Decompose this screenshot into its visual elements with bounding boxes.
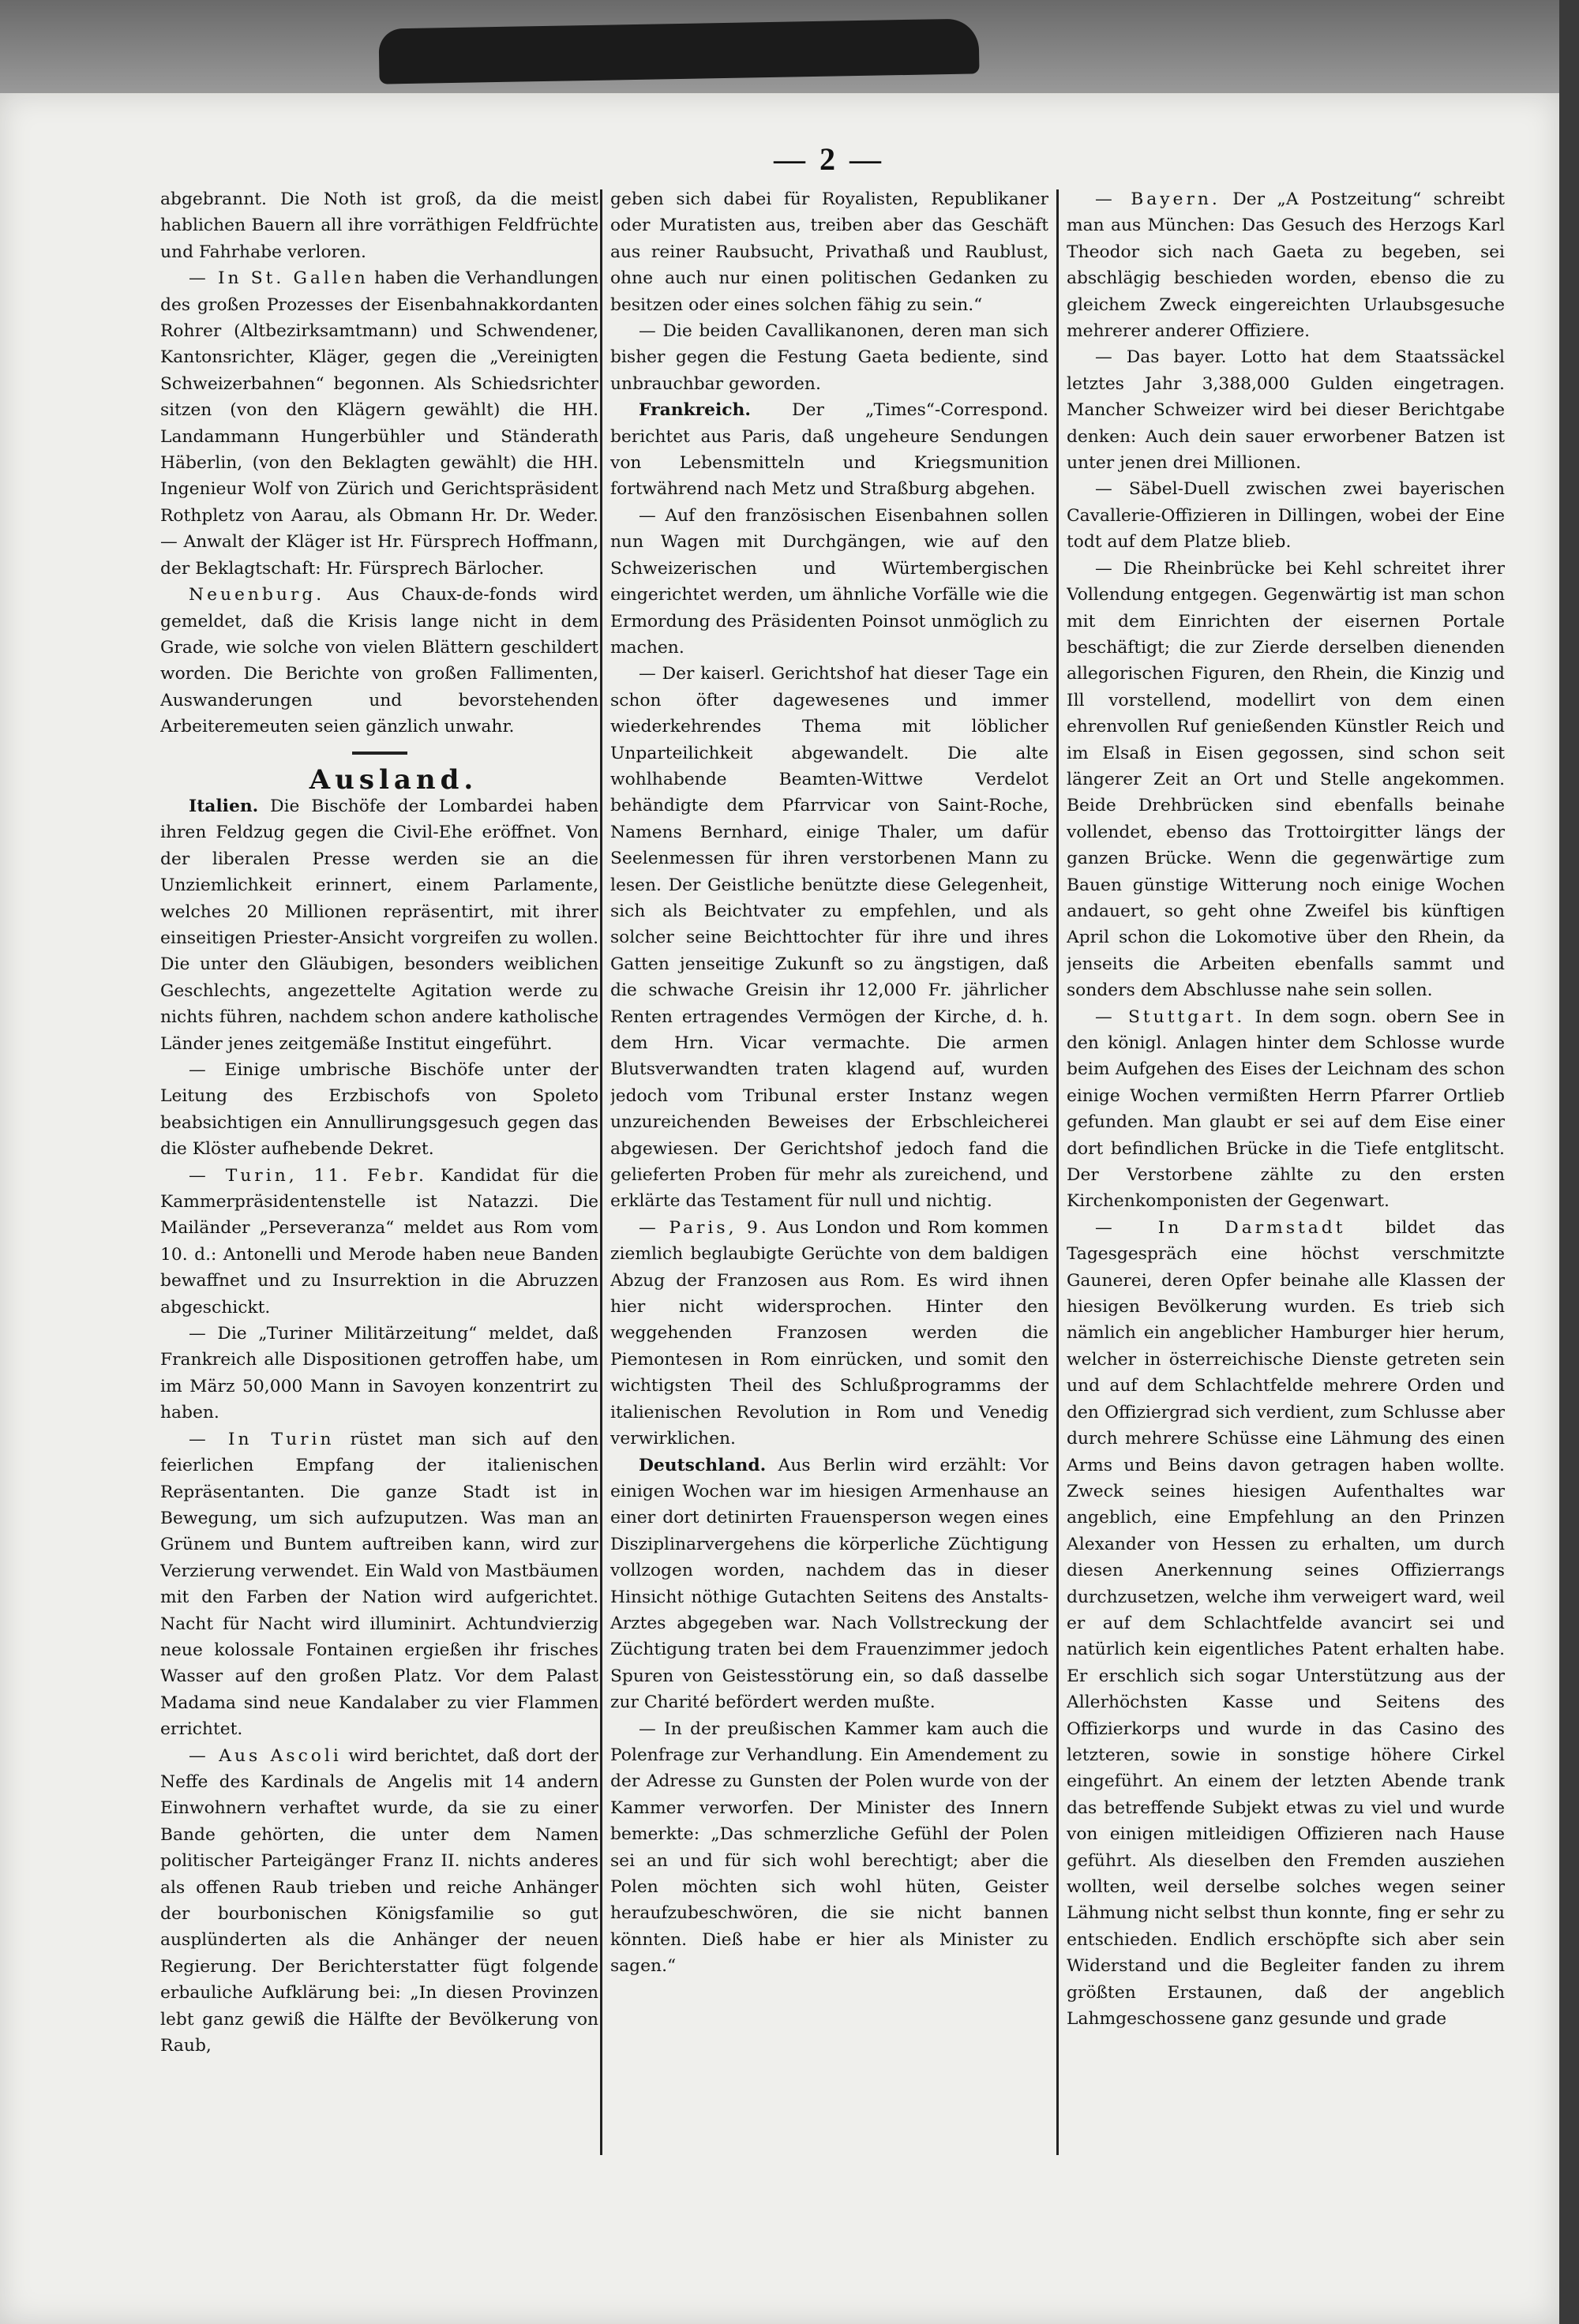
lead-text: Italien. xyxy=(189,796,259,816)
paragraph-text: Der „A Postzeitung“ schreibt man aus München: Das Gesuch des Herzogs Karl Theodor sich nach Gaeta zu begeben, sei abschlägig beschieden worden, ebenso die zu gleichem Zweck eingereichten Urlaubsgesuche mehrerer anderer Offiziere. xyxy=(1067,189,1505,342)
article-paragraph: — Säbel-Duell zwischen zwei bayerischen Cavallerie-Offizieren in Dillingen, wobei der Eine todt auf dem Platze blieb. xyxy=(1067,479,1505,553)
column-1 xyxy=(160,186,598,2262)
article-paragraph xyxy=(160,1163,598,1321)
article-paragraph: — Die „Turiner Militärzeitung“ meldet, daß Frankreich alle Dispositionen getroffen habe, um im März 50,000 Mann in Savoyen konzentrirt zu haben. xyxy=(160,1324,598,1423)
paragraph-text: Der „Times“-Correspond. berichtet aus Paris, daß ungeheure Sendungen von Lebensmitteln und Kriegsmunition fortwährend nach Metz und Straßburg abgehen. xyxy=(610,400,1048,500)
paragraph-text: haben die Verhandlungen des großen Prozesses der Eisenbahnakkordanten Rohrer (Altbezirksamtmann) und Schwendener, Kantonsrichter, Kläger, gegen die „Vereinigten Schweizerbahnen“ begonnen. Als Schiedsrichter sitzen (von den Klägern gewählt) die HH. Landammann Hungerbühler und Ständerath Häberlin, (von den Beklagten gewählt) die HH. Ingenieur Wolf von Zürich und Gerichtspräsident Rothpletz von Aarau, als Obmann Hr. Dr. Weder. — Anwalt der Kläger ist Hr. Fürsprech Hoffmann, der Beklagtschaft: Hr. Fürsprech Bärlocher. xyxy=(160,268,598,579)
article-paragraph xyxy=(610,1215,1048,1452)
lead-text: Deutschland. xyxy=(639,1455,767,1475)
scan-right-edge xyxy=(1559,0,1579,2324)
paragraph-text: Die Bischöfe der Lombardei haben ihren Feldzug gegen die Civil-Ehe eröffnet. Von der liberalen Presse werden sie an die Unziemlichkeit erinnert, einem Parlamente, welches 20 Millionen repräsentirt, mit ihrer einseitigen Priester-Ansicht vorgreifen zu wollen. Die unter den Gläubigen, besonders weiblichen Geschlechts, angezettelte Agitation werde zu nichts führen, nachdem schon andere katholische Länder jenes zeitgemäße Institut eingeführt. xyxy=(160,796,598,1054)
article-paragraph xyxy=(610,397,1048,503)
lead-text: — Aus Ascoli xyxy=(189,1745,342,1766)
column-rule-1 xyxy=(600,189,602,2155)
article-paragraph: — Das bayer. Lotto hat dem Staatssäckel letztes Jahr 3,388,000 Gulden eingetragen. Mancher Schweizer wird bei dieser Berichtgabe denken: Auch dein sauer erworbener Batzen ist unter jenen drei Millionen. xyxy=(1067,347,1505,474)
article-paragraph: — In der preußischen Kammer kam auch die Polenfrage zur Verhandlung. Ein Amendement zu der Adresse zu Gunsten der Polen wurde von der Kammer verworfen. Der Minister des Innern bemerkte: „Das schmerzliche Gefühl der Polen sei an und für sich wohl berechtigt; aber die Polen möchten sich wohl hüten, Geister heraufzubeschwören, die sie nicht bannen könnten. Dieß habe er hier als Minister zu sagen.“ xyxy=(610,1719,1048,1977)
lead-text: — In Turin xyxy=(189,1429,335,1449)
paragraph-text: In dem sogn. obern See in den königl. Anlagen hinter dem Schlosse wurde beim Aufgehen des Eises der Leichnam des schon einige Wochen vermißten Herrn Pfarrer Ortlieb gefunden. Man glaubt er sei auf dem Eise einer dort befindlichen Brücke in die Tiefe entglitscht. Der Verstorbene zählte zu den ersten Kirchenkomponisten der Gegenwart. xyxy=(1067,1006,1505,1212)
article-paragraph xyxy=(160,1743,598,2060)
lead-text: — In St. Gallen xyxy=(189,268,369,289)
article-paragraph xyxy=(160,582,598,740)
article-paragraph xyxy=(1067,1004,1505,1215)
article-paragraph: abgebrannt. Die Noth ist groß, da die meist hablichen Bauern all ihre vorräthigen Feldfrüchte und Fahrhabe verloren. xyxy=(160,189,598,262)
paragraph-text: Kandidat für die Kammerpräsidentenstelle ist Natazzi. Die Mailänder „Perseveranza“ meldet aus Rom vom 10. d.: Antonelli und Merode haben neue Banden bewaffnet und zu Insurrektion in die Abruzzen abgeschickt. xyxy=(160,1165,598,1318)
article-paragraph: geben sich dabei für Royalisten, Republikaner oder Muratisten aus, treiben aber das Geschäft aus reiner Raubsucht, Privathaß und Raublust, ohne auch nur einen politischen Gedanken zu besitzen oder eines solchen fähig zu sein.“ xyxy=(610,189,1048,315)
column-2 xyxy=(610,186,1048,2262)
lead-text: — Stuttgart. xyxy=(1095,1006,1246,1027)
article-paragraph: — Der kaiserl. Gerichtshof hat dieser Tage ein schon öfter dagewesenes und immer wiederkehrendes Thema mit löblicher Unparteilichkeit abgewandelt. Die alte wohlhabende Beamten-Wittwe Verdelot behändigte dem Pfarrvicar von Saint-Roche, Namens Bernhard, einige Thaler, um dafür Seelenmessen für ihren verstorbenen Mann zu lesen. Der Geistliche benützte diese Gelegenheit, sich als Beichtvater zu empfehlen, und als solcher seine Beichttochter für ihre und ihres Gatten jenseitige Zukunft so zu ängstigen, daß die schwache Greisin ihr 12,000 Fr. jährlicher Renten ertragendes Vermögen der Kirche, d. h. dem Hrn. Vicar vermachte. Die armen Blutsverwandten traten klagend auf, wurden jedoch vom Tribunal erster Instanz wegen unzureichenden Beweises der Erbschleicherei abgewiesen. Der Gerichtshof jedoch fand die gelieferten Proben für mehr als zureichend, und erklärte das Testament für null und nichtig. xyxy=(610,664,1048,1212)
column-3 xyxy=(1067,186,1505,2262)
article-paragraph xyxy=(160,1426,598,1743)
article-paragraph xyxy=(1067,1215,1505,2033)
paragraph-text: Aus London und Rom kommen ziemlich beglaubigte Gerüchte von dem baldigen Abzug der Franzosen aus Rom. Es wird ihnen hier nicht widersprochen. Hinter den weggehenden Franzosen werden die Piemontesen in Rom einrücken, und somit den wichtigsten Theil des Schlußprogramms der italienischen Revolution in Rom und Venedig verwirklichen. xyxy=(610,1217,1048,1449)
article-paragraph xyxy=(160,265,598,582)
page-number: — 2 — xyxy=(774,141,884,177)
paragraph-text: Aus Berlin wird erzählt: Vor einigen Wochen war im hiesigen Armenhause an einer dort detinirten Frauensperson wegen eines Disziplinarvergehens die körperliche Züchtigung vollzogen worden, nachdem das in dieser Hinsicht nöthige Gutachten Seitens des Anstalts-Arztes abgegeben war. Nach Vollstreckung der Züchtigung traten bei dem Frauenzimmer jedoch Spuren von Geistesstörung ein, so daß dasselbe zur Charité befördert werden mußte. xyxy=(610,1455,1048,1713)
article-paragraph: — Die Rheinbrücke bei Kehl schreitet ihrer Vollendung entgegen. Gegenwärtig ist man schon mit dem Einrichten der eisernen Portale beschäftigt; die zur Zierde derselben dienenden allegorischen Figuren, den Rhein, die Kinzig und Ill vorstellend, modellirt von dem einen ehrenvollen Ruf genießenden Künstler Reich und im Elsaß in Eisen gegossen, sind schon seit längerer Zeit an Ort und Stelle angekommen. Beide Drehbrücken sind ebenfalls beinahe vollendet, ebenso das Trottoirgitter längs der ganzen Brücke. Wenn die gegenwärtige zum Bauen günstige Witterung noch einige Wochen andauert, so geht ohne Zweifel bis künftigen April schon die Lokomotive über den Rhein, da jenseits die Arbeiten ebenfalls sammt und sonders dem Abschlusse nahe sein sollen. xyxy=(1067,558,1505,1001)
lead-text: — In Darmstadt xyxy=(1095,1217,1346,1238)
lead-text: — Paris, 9. xyxy=(639,1217,770,1238)
article-paragraph: — Auf den französischen Eisenbahnen sollen nun Wagen mit Durchgängen, wie auf den Schweizerischen und Würtembergischen eingerichtet werden, um ähnliche Vorfälle wie die Ermordung des Präsidenten Poinsot unmöglich zu machen. xyxy=(610,505,1048,658)
paragraph-text: Aus Chaux-de-fonds wird gemeldet, daß die Krisis lange nicht in dem Grade, wie solche von vielen Blättern geschildert worden. Die Berichte von großen Fallimenten, Auswanderungen und bevorstehenden Arbeiteremeuten seien gänzlich unwahr. xyxy=(160,585,598,737)
column-rule-2 xyxy=(1056,189,1059,2155)
lead-text: — Bayern. xyxy=(1095,189,1221,209)
section-separator xyxy=(352,752,407,755)
article-paragraph xyxy=(1067,186,1505,344)
article-paragraph xyxy=(610,1452,1048,1716)
article-paragraph xyxy=(160,793,598,1057)
article-paragraph: — Einige umbrische Bischöfe unter der Leitung des Erzbischofs von Spoleto beabsichtigen ein Annullirungsgesuch gegen das die Klöster aufhebende Dekret. xyxy=(160,1060,598,1160)
paragraph-text: rüstet man sich auf den feierlichen Empfang der italienischen Repräsentanten. Die ganze Stadt ist in Bewegung, um sich aufzuputzen. Was man an Grünem und Buntem auftreiben kann, wird zur Verzierung verwendet. Ein Wald von Mastbäumen mit den Farben der Nation wird aufgerichtet. Nacht für Nacht wird illuminirt. Achtundvierzig neue kolossale Fontainen ergießen ihr frisches Wasser auf den großen Platz. Vor dem Palast Madama sind neue Kandalaber zu vier Flammen errichtet. xyxy=(160,1429,598,1740)
lead-text: Frankreich. xyxy=(639,400,751,421)
paragraph-text: bildet das Tagesgespräch eine höchst verschmitzte Gaunerei, deren Opfer beinahe alle Klassen der hiesigen Bevölkerung wurden. Es trieb sich nämlich ein angeblicher Hamburger hier herum, welcher in österreichische Dienste getreten sein und auf dem Schlachtfelde mehrere Orden und den Offiziergrad sich verdient, zum Schlusse aber durch mehrere Schüsse eine Lähmung des einen Arms und Beins davon getragen haben wollte. Zweck seines hiesigen Aufenthaltes war angeblich, eine Empfehlung an den Prinzen Alexander von Hessen zu erhalten, um durch diesen Anerkennung seines Offizierrangs durchzusetzen, welche ihm verweigert ward, weil er auf dem Schlachtfelde avancirt sei und natürlich kein eigentliches Patent erhalten habe. Er erschlich sich sogar Unterstützung aus der Allerhöchsten Kasse und Seitens des Offizierkorps und wurde in das Casino des letzteren, sowie in sonstige höhere Cirkel eingeführt. An einem der letzten Abende trank das betreffende Subjekt etwas zu viel und wurde von einigen mitleidigen Offizieren nach Hause geführt. Als dieselben den Fremden ausziehen wollten, weil derselbe solches wegen seiner Lähmung nicht selbst thun konnte, fing er sehr zu entschieden. Endlich erschöpfte sich aber sein Widerstand und die Begleiter fanden zu ihrem größten Erstaunen, daß der angeblich Lahmgeschossene ganz gesunde und grade xyxy=(1067,1217,1505,2030)
lead-text: — Turin, 11. Febr. xyxy=(189,1165,427,1186)
scanner-clip-shadow xyxy=(378,18,979,84)
article-paragraph: — Die beiden Cavallikanonen, deren man sich bisher gegen die Festung Gaeta bediente, sind unbrauchbar geworden. xyxy=(610,321,1048,394)
lead-text: Neuenburg. xyxy=(189,585,325,605)
paragraph-text: wird berichtet, daß dort der Neffe des Kardinals de Angelis mit 14 andern Einwohnern verhaftet wurde, da sie zu einer Bande gehörten, die unter dem Namen politischer Parteigänger Franz II. nichts anderes als offenen Raub trieben und reiche Anhänger der bourbonischen Königsfamilie so gut ausplünderten als die Anhänger der neuen Regierung. Der Berichterstatter fügt folgende erbauliche Aufklärung bei: „In diesen Provinzen lebt ganz gewiß die Hälfte der Bevölkerung von Raub, xyxy=(160,1745,598,2056)
section-heading: Ausland. xyxy=(309,763,478,796)
